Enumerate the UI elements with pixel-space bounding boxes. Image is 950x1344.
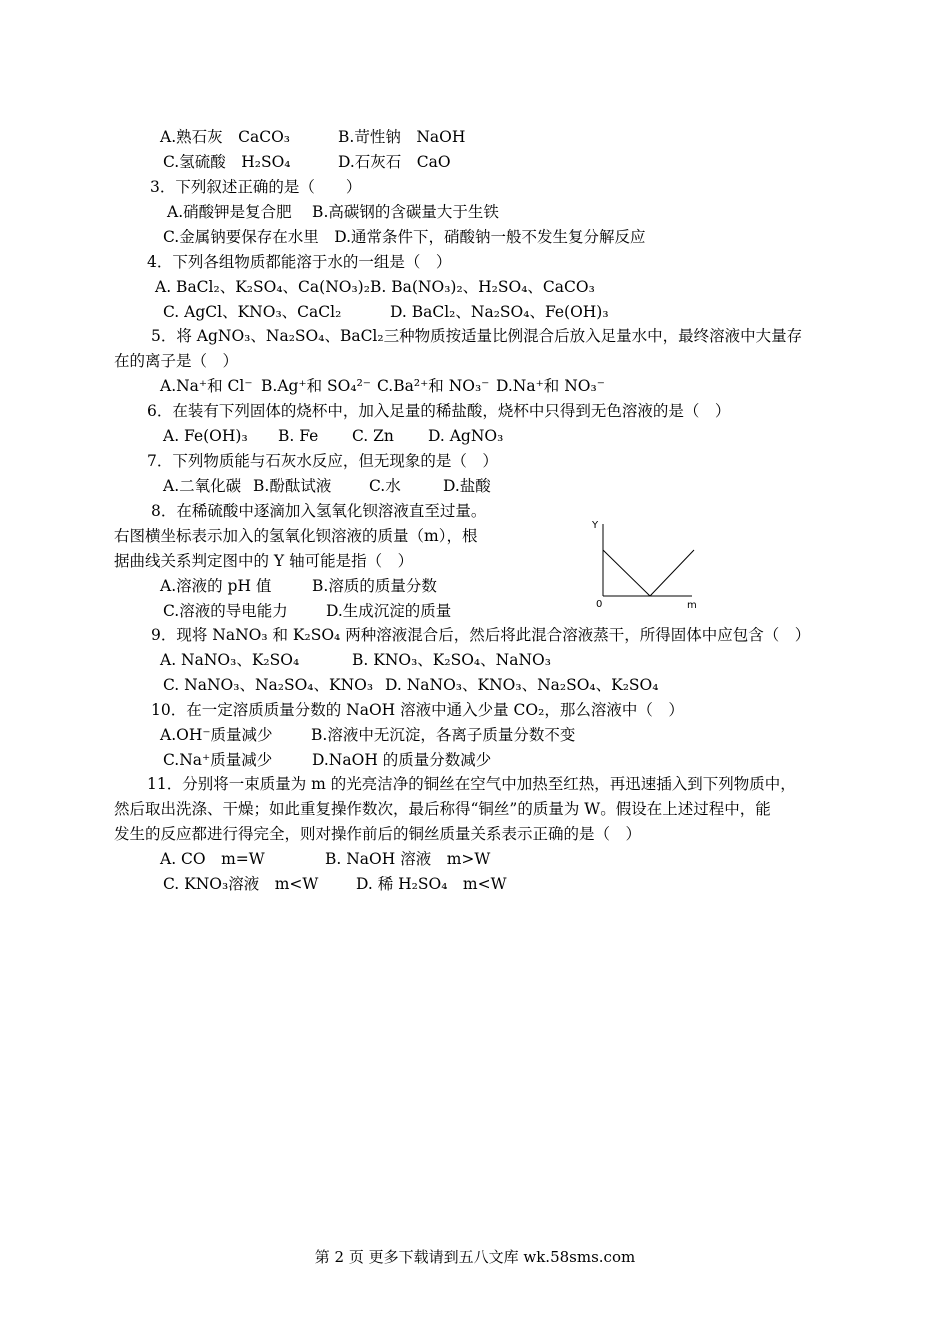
option-b: B.溶液中无沉淀，各离子质量分数不变 (311, 726, 576, 744)
x-axis-label: m (687, 600, 697, 611)
origin-label: 0 (596, 599, 603, 610)
question-8-cont: 据曲线关系判定图中的 Y 轴可能是指（ ） (114, 552, 414, 570)
option-b: B. Fe (278, 427, 319, 445)
option-line (160, 127, 465, 147)
option-b: B.酚酞试液 (253, 477, 332, 495)
question-6: 6．在装有下列固体的烧杯中，加入足量的稀盐酸，烧杯中只得到无色溶液的是（ ） (147, 402, 731, 420)
option-a: A. CO m=W (160, 850, 265, 868)
question-3-options-ab: A.硝酸钾是复合肥 B.高碳钢的含碳量大于生铁 (167, 203, 499, 221)
option-line (160, 650, 551, 670)
option-a: A.Na⁺和 Cl⁻ (160, 377, 253, 395)
question-3: 3．下列叙述正确的是（ ） (150, 178, 362, 196)
option-d: D.盐酸 (443, 477, 491, 495)
question-8-cont: 右图横坐标表示加入的氢氧化钡溶液的质量（m），根 (114, 527, 478, 545)
option-line (163, 426, 503, 446)
option-a: A.溶液的 pH 值 (160, 577, 272, 595)
option-c: C.溶液的导电能力 (163, 602, 288, 620)
option-c: C.Na⁺质量减少 (163, 751, 273, 769)
option-a: A. NaNO₃、K₂SO₄ (160, 651, 300, 669)
option-c: C.水 (369, 477, 401, 495)
option-a: A. BaCl₂、K₂SO₄、Ca(NO₃)₂ (155, 278, 370, 296)
option-a: A.二氧化碳 (163, 477, 242, 495)
question-5-cont: 在的离子是（ ） (114, 352, 239, 370)
question-4: 4．下列各组物质都能溶于水的一组是（ ） (147, 253, 452, 271)
option-line (163, 750, 491, 770)
question-9: 9．现将 NaNO₃ 和 K₂SO₄ 两种溶液混合后，然后将此混合溶液蒸干，所得固体中应包含（ ） (151, 626, 811, 644)
option-c: C.氢硫酸 H₂SO₄ (163, 153, 291, 171)
option-d: D.NaOH 的质量分数减少 (312, 751, 492, 769)
option-line (160, 576, 437, 596)
option-b: B. NaOH 溶液 m>W (325, 850, 491, 868)
option-a: A.熟石灰 CaCO₃ (160, 128, 291, 146)
page-footer: 第 2 页 更多下载请到五八文库 wk.58sms.com (314, 1248, 636, 1266)
question-11: 11．分别将一束质量为 m 的光亮洁净的铜丝在空气中加热至红热，再迅速插入到下列物质中， (147, 775, 796, 793)
option-d: D. BaCl₂、Na₂SO₄、Fe(OH)₃ (390, 303, 609, 321)
option-line (163, 874, 507, 894)
question-5: 5．将 AgNO₃、Na₂SO₄、BaCl₂三种物质按适量比例混合后放入足量水中，最终溶液中大量存 (151, 327, 803, 345)
option-line (163, 152, 451, 172)
option-line (160, 849, 490, 869)
question-11-cont: 发生的反应都进行得完全，则对操作前后的铜丝质量关系表示正确的是（ ） (114, 825, 642, 843)
option-line (160, 376, 605, 396)
option-a: A.OH⁻质量减少 (160, 726, 273, 744)
option-b: B.溶质的质量分数 (312, 577, 437, 595)
option-c: C.Ba²⁺和 NO₃⁻ (377, 377, 490, 395)
curve-up (650, 550, 694, 596)
option-b: B.苛性钠 NaOH (338, 128, 466, 146)
option-d: D. NaNO₃、KNO₃、Na₂SO₄、K₂SO₄ (385, 676, 659, 694)
question-11-cont: 然后取出洗涤、干燥；如此重复操作数次，最后称得“铜丝”的质量为 W。假设在上述过程中，能 (114, 800, 771, 818)
option-line (163, 476, 491, 496)
option-line (163, 675, 658, 695)
option-line (163, 601, 451, 621)
question-8: 8．在稀硫酸中逐滴加入氢氧化钡溶液直至过量。 (151, 502, 487, 520)
option-c: C. Zn (352, 427, 394, 445)
option-line (155, 277, 595, 297)
question-3-options-cd: C.金属钠要保存在水里 D.通常条件下，硝酸钠一般不发生复分解反应 (163, 228, 646, 246)
option-b: B.Ag⁺和 SO₄²⁻ (261, 377, 371, 395)
question-10: 10．在一定溶质质量分数的 NaOH 溶液中通入少量 CO₂，那么溶液中（ ） (151, 701, 684, 719)
option-line (160, 725, 575, 745)
option-c: C. NaNO₃、Na₂SO₄、KNO₃ (163, 676, 374, 694)
option-b: B. Ba(NO₃)₂、H₂SO₄、CaCO₃ (370, 278, 595, 296)
option-d: D. AgNO₃ (428, 427, 504, 445)
question-8-graph (588, 516, 706, 614)
y-axis-label: Y (592, 520, 599, 531)
option-b: B. KNO₃、K₂SO₄、NaNO₃ (352, 651, 551, 669)
option-c: C. KNO₃溶液 m<W (163, 875, 319, 893)
option-d: D.生成沉淀的质量 (326, 602, 452, 620)
option-c: C. AgCl、KNO₃、CaCl₂ (163, 303, 342, 321)
option-line (163, 302, 609, 322)
option-d: D. 稀 H₂SO₄ m<W (356, 875, 507, 893)
option-a: A. Fe(OH)₃ (163, 427, 248, 445)
option-d: D.Na⁺和 NO₃⁻ (496, 377, 605, 395)
question-7: 7．下列物质能与石灰水反应，但无现象的是（ ） (147, 452, 498, 470)
curve-down (603, 550, 650, 596)
option-d: D.石灰石 CaO (338, 153, 451, 171)
